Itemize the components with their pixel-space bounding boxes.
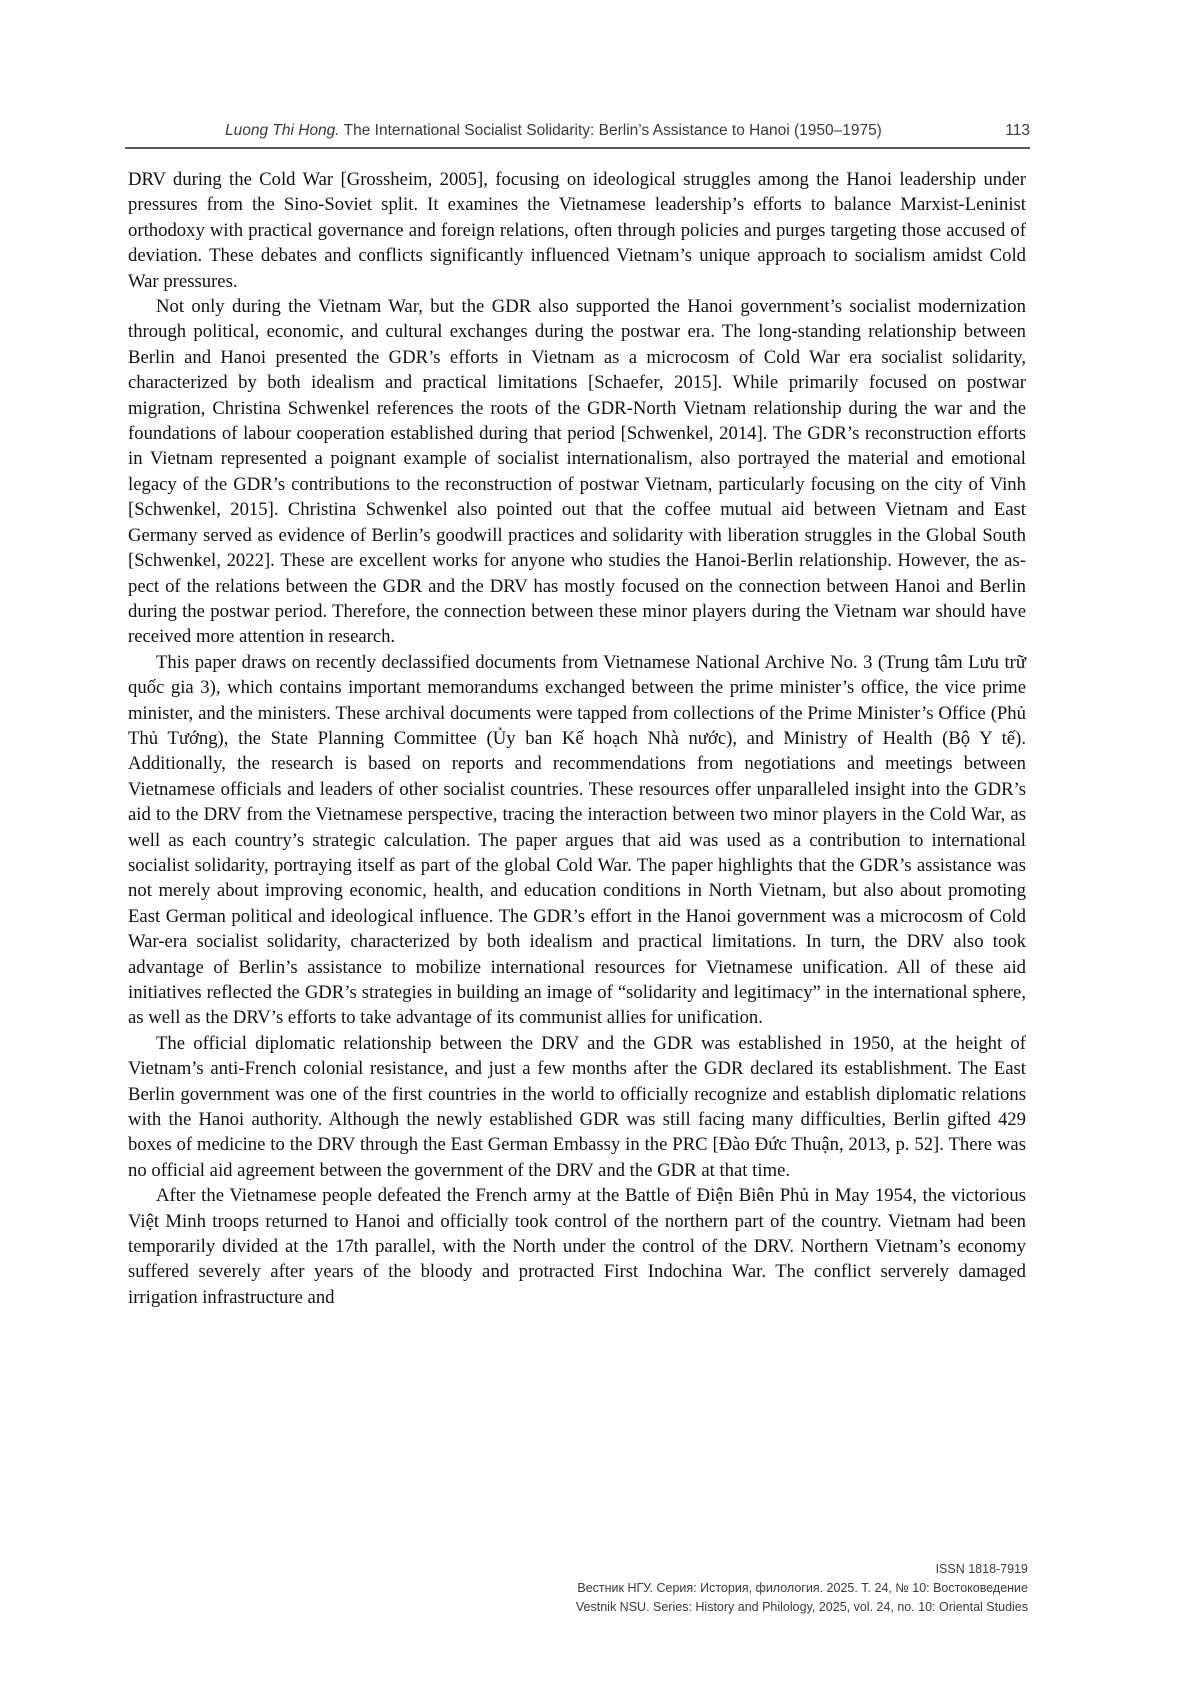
paragraph: The official diplomatic relationship between the DRV and the GDR was established in 1950, at the height of Vietnam’s anti-French colonial resistance, and just a few months after the GDR declared its establishment. The East Berlin government was one of the first countries in the world to officially recognize and establish diplomatic relations with the Hanoi authority. Although the newly established GDR was still facing many difficulties, Berlin gifted 429 boxes of medicine to the DRV through the East German Embassy in the PRC [Đào Đức Thuận, 2013, p. 52]. There was no official aid agreement between the government of the DRV and the GDR at that time. [128, 1032, 1026, 1181]
journal-footer [508, 1560, 1028, 1617]
running-head-author: Luong Thi Hong. [225, 122, 340, 139]
running-head [125, 122, 1030, 144]
footer-issn: ISSN 1818-7919 [935, 1562, 1028, 1576]
running-head-title [225, 122, 882, 140]
page-number: 113 [1005, 122, 1030, 139]
article-body [128, 167, 1026, 1310]
running-head-article-title: The International Socialist Solidarity: Berlin’s Assistance to Hanoi (1950–1975) [339, 122, 882, 139]
footer-citation-ru: Вестник НГУ. Серия: История, филология. 2025. Т. 24, № 10: Востоковедение [577, 1581, 1028, 1595]
footer-citation-en: Vestnik NSU. Series: History and Philology, 2025, vol. 24, no. 10: Oriental Studies [575, 1600, 1028, 1614]
paragraph: This paper draws on recently declassified documents from Vietnamese National Archive No. 3 (Trung tâm Lưu trữ quốc gia 3), which contains important memorandums exchanged between the prime minister’s office, the vice prime minister, and the ministers. These archival documents were tapped from collections of the Prime Minister’s Office (Phủ Thủ Tướng), the State Planning Committee (Ủy ban Kế hoạch Nhà nước), and Ministry of Health (Bộ Y tế). Additionally, the research is based on reports and recommendations from negotiations and meetings between Vietnamese officials and leaders of other socialist countries. These resources offer unparalleled insight into the GDR’s aid to the DRV from the Vietnamese perspective, tracing the interaction between two minor players in the Cold War, as well as each country’s strategic calculation. The paper argues that aid was used as a contribution to international socialist solidarity, portraying itself as part of the global Cold War. The paper highlights that the GDR’s assistance was not merely about improving economic, health, and education conditions in North Vietnam, but also about promoting East German political and ideological influence. The GDR’s effort in the Hanoi government was a microcosm of Cold War-era socialist solidarity, characterized by both idealism and practical limitations. In turn, the DRV also took advantage of Berlin’s assistance to mobilize international resources for Vietnamese unification. All of these aid initiatives reflected the GDR’s strategies in building an image of “solidarity and legitimacy” in the international sphere, as well as the DRV’s efforts to take advantage of its communist allies for unification. [128, 651, 1026, 1029]
paragraph: After the Vietnamese people defeated the French army at the Battle of Điện Biên Phủ in May 1954, the victorious Việt Minh troops returned to Hanoi and officially took control of the northern part of the country. Vietnam had been temporarily divided at the 17th parallel, with the North under the control of the DRV. Northern Vietnam’s economy suffered severely after years of the bloody and protracted First Indochina War. The conflict serverely damaged irrigation infrastructure and [128, 1185, 1026, 1308]
header-rule [125, 147, 1030, 149]
paragraph: Not only during the Vietnam War, but the GDR also supported the Hanoi government’s socialist modernization through political, economic, and cultural exchanges during the postwar era. The long-standing relationship between Berlin and Hanoi presented the GDR’s efforts in Vietnam as a microcosm of Cold War era socialist solidarity, characterized by both idealism and practical limitations [Schaefer, 2015]. While primarily focused on postwar migration, Christina Schwenkel references the roots of the GDR-North Vietnam relationship during the war and the foundations of labour cooperation established during that period [Schwenkel, 2014]. The GDR’s reconstruction efforts in Vietnam represented a poignant example of socialist internationalism, also portrayed the material and emotional legacy of the GDR’s contributions to the reconstruction of postwar Vietnam, particularly focusing on the city of Vinh [Schwenkel, 2015]. Christina Schwenkel also pointed out that the coffee mutual aid between Vietnam and East Germany served as evidence of Berlin’s goodwill practices and solidarity with liberation struggles in the Global South [Schwenkel, 2022]. These are excellent works for anyone who studies the Hanoi-Berlin relationship. However, the aspect of the relations between the GDR and the DRV has mostly focused on the connection between Hanoi and Berlin during the postwar period. Therefore, the connection between these minor players during the Vietnam war should have received more attention in research. [128, 296, 1026, 648]
paragraph-continued: DRV during the Cold War [Grossheim, 2005], focusing on ideological struggles among the Hanoi leadership under pressures from the Sino-Soviet split. It examines the Vietnamese leadership’s efforts to balance Marxist-Leninist orthodoxy with practical governance and foreign relations, often through policies and purges targeting those accused of deviation. These debates and conflicts significantly influenced Vietnam’s unique approach to socialism amidst Cold War pressures. [128, 169, 1026, 292]
